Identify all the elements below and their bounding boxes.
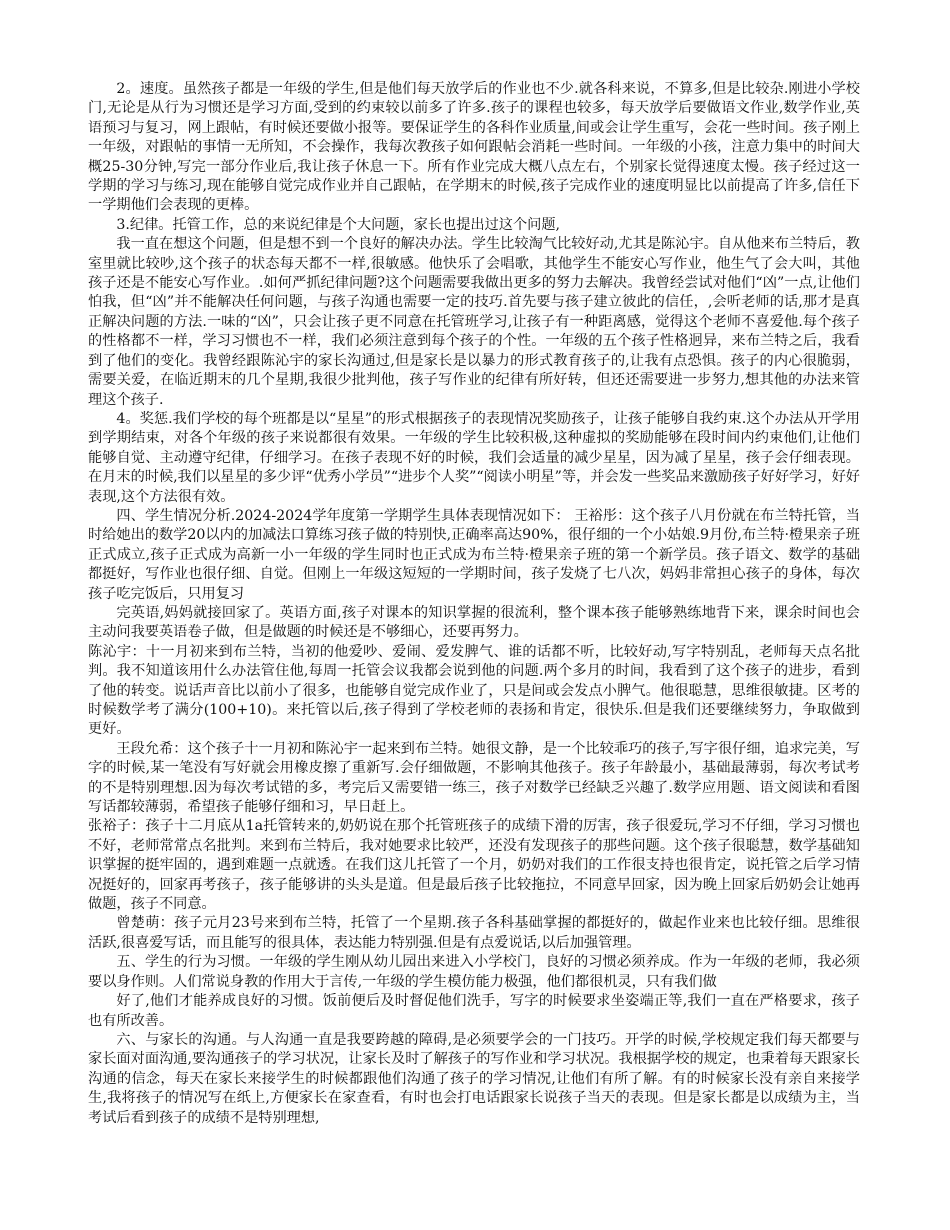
paragraph-rewards: 4。奖惩.我们学校的每个班都是以“星星”的形式根据孩子的表现情况奖励孩子，让孩子能够自我约束.这个办法从开学用到学期结束，对各个年级的孩子来说都很有效果。一年级的学生比较积极,这种虚拟的奖励能够在段时间内约束他们,让他们能够自觉、主动遵守纪律，仔细学习。在孩子表现不好的时候，我们会适量的减少星星，因为减了星星，孩子会仔细表现。在月末的时候,我们以星星的多少评“优秀小学员”“进步个人奖”“阅读小明星”等，并会发一些奖品来激励孩子好好学习，好好表现,这个方法很有效。: [88, 410, 860, 505]
paragraph-habits-cont: 好了,他们才能养成良好的习惯。饭前便后及时督促他们洗手，写字的时候要求坐姿端正等,我们一直在严格要求，孩子也有所改善。: [88, 993, 860, 1029]
document-body: [88, 80, 860, 1128]
paragraph-habits: 五、学生的行为习惯。一年级的学生刚从幼儿园出来进入小学校门，良好的习惯必须养成。作为一年级的老师，我必须要以身作则。人们常说身教的作用大于言传,一年级的学生模仿能力极强，他们都很机灵，只有我们做: [88, 954, 860, 990]
paragraph-student-analysis: 四、学生情况分析.2024-2024学年度第一学期学生具体表现情况如下： 王裕彤：这个孩子八月份就在布兰特托管，当时给她出的数学20以内的加减法口算练习孩子做的特别快,正确率高达90%，很仔细的一个小姑娘.9月份,布兰特·橙果亲子班正式成立,孩子正式成为高新一小一年级的学生同时也正式成为布兰特·橙果亲子班的第一个新学员。孩子语文、数学的基础都挺好，写作业也很仔细、自觉。但刚上一年级这短短的一学期时间，孩子发烧了七八次，妈妈非常担心孩子的身体，每次孩子吃完饭后，只用复习: [88, 507, 860, 602]
paragraph-student-chen: 陈沁宇：十一月初来到布兰特，当初的他爱吵、爱闹、爱发脾气、谁的话都不听，比较好动,写字特别乱，老师每天点名批判。我不知道该用什么办法管住他,每周一托管会议我都会说到他的问题.两个多月的时间，我看到了这个孩子的进步，看到了他的转变。说话声音比以前小了很多，也能够自觉完成作业了，只是间或会发点小脾气。他很聪慧，思维很敏捷。区考的时候数学考了满分(100+10)。来托管以后,孩子得到了学校老师的表扬和肯定，很快乐.但是我们还要继续努力，争取做到更好。: [88, 643, 860, 738]
paragraph-parent-communication: 六、与家长的沟通。与人沟通一直是我要跨越的障碍,是必须要学会的一门技巧。开学的时候,学校规定我们每天都要与家长面对面沟通,要沟通孩子的学习状况，让家长及时了解孩子的写作业和学习状况。我根据学校的规定，也秉着每天跟家长沟通的信念，每天在家长来接学生的时候都跟他们沟通了孩子的学习情况,让他们有所了解。有的时候家长没有亲自来接学生,我将孩子的情况写在纸上,方便家长在家查看，有时也会打电话跟家长说孩子当天的表现。但是家长都是以成绩为主，当考试后看到孩子的成绩不是特别理想,: [88, 1031, 860, 1126]
paragraph-speed: 2。速度。虽然孩子都是一年级的学生,但是他们每天放学后的作业也不少.就各科来说，不算多,但是比较杂.刚进小学校门,无论是从行为习惯还是学习方面,受到的约束较以前多了许多.孩子的课程也较多，每天放学后要做语文作业,数学作业,英语预习与复习，网上跟帖，有时候还要做小报等。要保证学生的各科作业质量,间或会让学生重写，会花一些时间。孩子刚上一年级，对跟帖的事情一无所知，不会操作，我每次教孩子如何跟帖会消耗一些时间。一年级的小孩，注意力集中的时间大概25-30分钟,写完一部分作业后,我让孩子休息一下。所有作业完成大概八点左右，个别家长觉得速度太慢。孩子经过这一学期的学习与练习,现在能够自觉完成作业并自己跟帖，在学期末的时候,孩子完成作业的速度明显比以前提高了许多,信任下一学期他们会表现的更棒。: [88, 81, 860, 214]
paragraph-student-zeng: 曾楚萌：孩子元月23号来到布兰特，托管了一个星期.孩子各科基础掌握的都挺好的，做起作业来也比较仔细。思维很活跃,很喜爱写话，而且能写的很具体，表达能力特别强.但是有点爱说话,以后加强管理。: [88, 915, 860, 951]
paragraph-discipline-intro: 3.纪律。托管工作，总的来说纪律是个大问题，家长也提出过这个问题,: [116, 216, 561, 233]
paragraph-student-wang: 王段允希：这个孩子十一月初和陈沁宇一起来到布兰特。她很文静，是一个比较乖巧的孩子,写字很仔细，追求完美，写字的时候,某一笔没有写好就会用橡皮擦了重新写.会仔细做题，不影响其他孩子。孩子年龄最小，基础最薄弱，每次考试考的不是特别理想.因为每次考试错的多，考完后又需要错一练三，孩子对数学已经缺乏兴趣了.数学应用题、语文阅读和看图写话都较薄弱，希望孩子能够仔细和习，早日赶上。: [88, 740, 860, 816]
paragraph-student-analysis-cont: 完英语,妈妈就接回家了。英语方面,孩子对课本的知识掌握的很流利，整个课本孩子能够熟练地背下来，课余时间也会主动问我要英语卷子做，但是做题的时候还是不够细心，还要再努力。: [88, 604, 860, 641]
paragraph-discipline: 我一直在想这个问题，但是想不到一个良好的解决办法。学生比较淘气比较好动,尤其是陈沁宇。自从他来布兰特后，教室里就比较吵,这个孩子的状态每天都不一样,很敏感。他快乐了会唱歌，其他学生不能安心写作业，他生气了会大叫，其他孩子还是不能安心写作业。.如何严抓纪律问题?这个问题需要我做出更多的努力去解决。我曾经尝试对他们“凶”一点,让他们怕我，但“凶”并不能解决任何问题，与孩子沟通也需要一定的技巧.首先要与孩子建立彼此的信任，,会听老师的话,那才是真正解决问题的方法.一味的“凶”，只会让孩子更不同意在托管班学习,让孩子有一种距离感，觉得这个老师不喜爱他.每个孩子的性格都不一样，学习习惯也不一样，我们必须注意到每个孩子的个性。一年级的五个孩子性格迥异，来布兰特之后，我看到了他们的变化。我曾经跟陈沁宇的家长沟通过,但是家长是以暴力的形式教育孩子的,让我有点恐惧。孩子的内心很脆弱，需要关爱，在临近期末的几个星期,我很少批判他，孩子写作业的纪律有所好转，但还还需要进一步努力,想其他的办法来管理这个孩子.: [88, 236, 860, 408]
paragraph-student-zhang: 张裕子：孩子十二月底从1a托管转来的,奶奶说在那个托管班孩子的成绩下滑的厉害，孩子很爱玩,学习不仔细，学习习惯也不好，老师常常点名批判。来到布兰特后，我对她要求比较严，还没有发现孩子的那些问题。这个孩子很聪慧，数学基础知识掌握的挺牢固的，遇到难题一点就透。在我们这儿托管了一个月，奶奶对我们的工作很支持也很肯定，说托管之后学习情况挺好的，回家再考孩子，孩子能够讲的头头是道。但是最后孩子比较拖拉，不同意早回家，因为晚上回家后奶奶会让她再做题，孩子不同意。: [88, 818, 860, 913]
